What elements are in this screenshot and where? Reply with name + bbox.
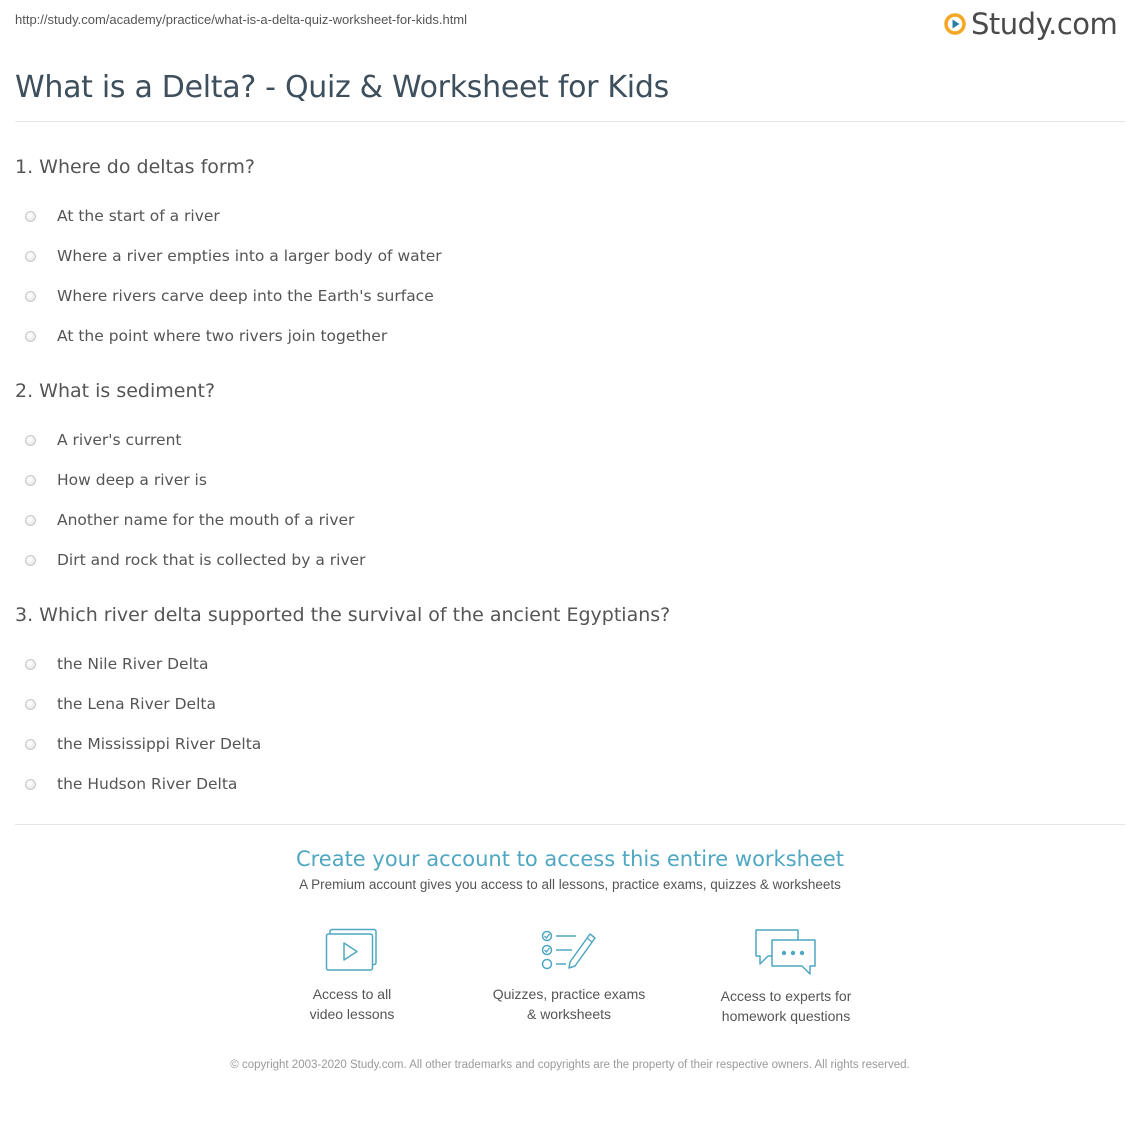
answer-option[interactable] [15,460,1115,500]
feature-label-line: Quizzes, practice exams [492,986,646,1002]
answer-option[interactable] [15,644,1115,684]
radio-button-icon[interactable] [25,291,36,302]
study-logo[interactable] [944,6,1117,42]
feature-label-line: Access to experts for [720,988,852,1004]
feature-video-lessons [252,928,452,1024]
question-text: 3. Which river delta supported the survival of the ancient Egyptians? [15,604,671,626]
answer-option[interactable] [15,540,1115,580]
radio-button-icon[interactable] [25,435,36,446]
question-text: 1. Where do deltas form? [15,156,255,178]
answer-text: A river's current [57,431,182,449]
quiz-checklist-icon [540,928,598,974]
radio-button-icon[interactable] [25,515,36,526]
radio-button-icon[interactable] [25,555,36,566]
answer-option[interactable] [15,764,1115,804]
answer-option[interactable] [15,420,1115,460]
answer-text: Dirt and rock that is collected by a river [57,551,366,569]
page-title: What is a Delta? - Quiz & Worksheet for Kids [15,70,669,105]
feature-quizzes [469,928,669,1024]
answer-option[interactable] [15,724,1115,764]
question-1 [15,156,1115,356]
feature-experts [686,928,886,1026]
answer-text: How deep a river is [57,471,207,489]
feature-label-line: & worksheets [526,1006,612,1022]
answer-text: the Mississippi River Delta [57,735,262,753]
title-divider [15,121,1125,122]
play-circle-icon [944,13,966,35]
radio-button-icon[interactable] [25,211,36,222]
radio-button-icon[interactable] [25,779,36,790]
logo-text: Study.com [971,7,1118,41]
answer-option[interactable] [15,276,1115,316]
page-url: http://study.com/academy/practice/what-is-a-delta-quiz-worksheet-for-kids.html [15,12,468,27]
feature-label-line: Access to all [312,986,392,1002]
question-2 [15,380,1115,580]
feature-label [469,984,669,1024]
answer-option[interactable] [15,196,1115,236]
feature-label-line: video lessons [309,1006,395,1022]
feature-label [686,986,886,1026]
radio-button-icon[interactable] [25,331,36,342]
answer-list [15,644,1115,804]
radio-button-icon[interactable] [25,739,36,750]
radio-button-icon[interactable] [25,251,36,262]
radio-button-icon[interactable] [25,659,36,670]
feature-label [252,984,452,1024]
create-account-link[interactable]: Create your account to access this entire worksheet [295,847,845,871]
answer-list [15,420,1115,580]
question-3 [15,604,1115,804]
answer-text: the Lena River Delta [57,695,216,713]
answer-option[interactable] [15,316,1115,356]
copyright-notice: © copyright 2003-2020 Study.com. All other trademarks and copyrights are the property of their respective owners. All rights reserved. [230,1059,910,1071]
chat-bubbles-icon [754,928,818,976]
answer-text: the Nile River Delta [57,655,209,673]
answer-list [15,196,1115,356]
answer-option[interactable] [15,500,1115,540]
answer-text: At the start of a river [57,207,220,225]
answer-text: Where a river empties into a larger body of water [57,247,442,265]
cta-divider [15,824,1125,825]
answer-option[interactable] [15,236,1115,276]
cta-subtitle: A Premium account gives you access to all lessons, practice exams, quizzes & worksheets [299,877,841,892]
answer-text: At the point where two rivers join together [57,327,388,345]
answer-text: Another name for the mouth of a river [57,511,355,529]
radio-button-icon[interactable] [25,475,36,486]
feature-label-line: homework questions [721,1008,851,1024]
answer-option[interactable] [15,684,1115,724]
radio-button-icon[interactable] [25,699,36,710]
answer-text: Where rivers carve deep into the Earth's surface [57,287,434,305]
answer-text: the Hudson River Delta [57,775,238,793]
video-lesson-icon [325,928,379,974]
question-text: 2. What is sediment? [15,380,216,402]
